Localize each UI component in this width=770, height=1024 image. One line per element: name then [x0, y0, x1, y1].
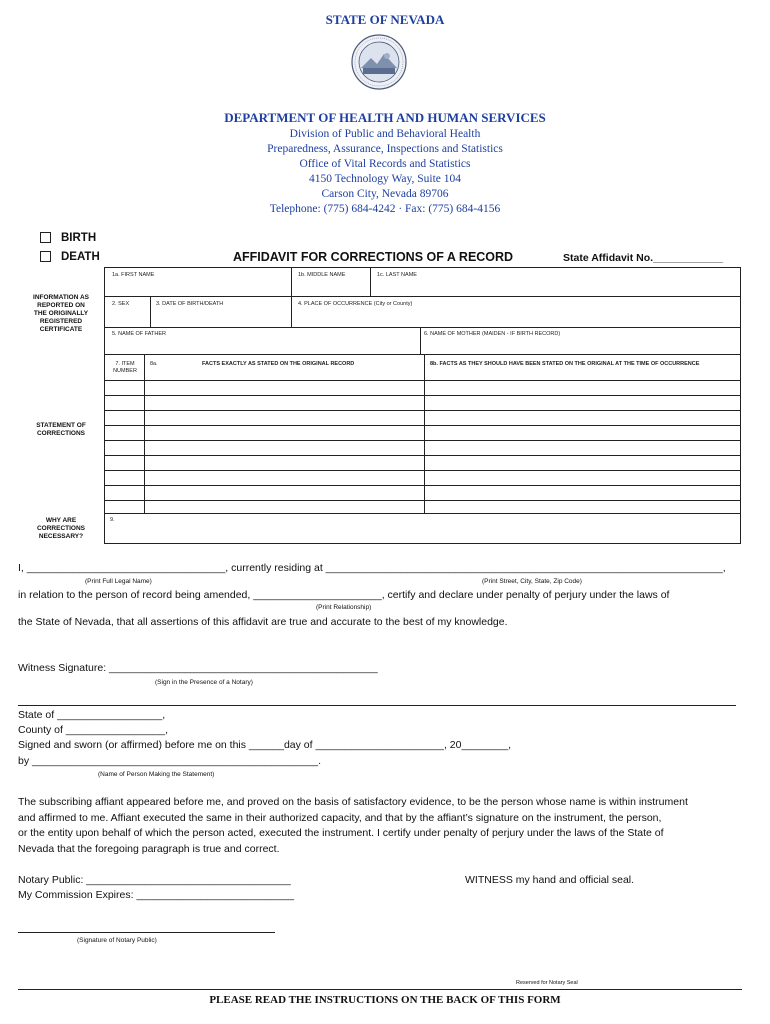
footer-divider — [18, 989, 742, 990]
header-line: Telephone: (775) 684-4242 · Fax: (775) 684-4156 — [269, 203, 501, 215]
affiant-line[interactable]: I, __________________________________, currently residing at ____________________________________________________________________, — [18, 562, 726, 574]
col-8a-label: 8a. — [150, 361, 158, 367]
notary-signature-line[interactable] — [18, 932, 275, 933]
header-line: Carson City, Nevada 89706 — [321, 188, 449, 200]
caption-notary-presence: (Sign in the Presence of a Notary) — [155, 679, 253, 686]
birth-option[interactable] — [40, 232, 96, 244]
mother-label: 6. NAME OF MOTHER (MAIDEN - IF BIRTH RECORD) — [424, 331, 561, 337]
county-of-line[interactable]: County of _________________, — [18, 724, 169, 736]
first-name-label: 1a. FIRST NAME — [112, 272, 155, 278]
header-line: Division of Public and Behavioral Health — [289, 128, 481, 140]
place-label: 4. PLACE OF OCCURRENCE (City or County) — [298, 301, 413, 307]
by-line[interactable]: by _________________________________________________. — [18, 755, 322, 767]
caption-full-name: (Print Full Legal Name) — [85, 578, 152, 585]
death-checkbox[interactable] — [40, 251, 51, 262]
father-label: 5. NAME OF FATHER — [112, 331, 166, 337]
death-option[interactable] — [40, 251, 100, 263]
death-label: DEATH — [61, 251, 100, 263]
header-line: Preparedness, Assurance, Inspections and Statistics — [267, 143, 503, 155]
affidavit-number: State Affidavit No.____________ — [563, 252, 724, 264]
state-of-line[interactable]: State of __________________, — [18, 709, 166, 721]
sex-label: 2. SEX — [112, 301, 130, 307]
paragraph-line: Nevada that the foregoing paragraph is true and correct. — [18, 843, 280, 856]
witness-signature-line[interactable]: Witness Signature: ______________________________________________ — [18, 662, 378, 674]
commission-line[interactable]: My Commission Expires: ___________________________ — [18, 889, 295, 901]
birth-checkbox[interactable] — [40, 232, 51, 243]
caption-address: (Print Street, City, State, Zip Code) — [482, 578, 582, 585]
caption-relationship: (Print Relationship) — [316, 604, 372, 611]
corrections-table — [104, 267, 741, 544]
notary-paragraph — [18, 795, 688, 858]
dob-label: 3. DATE OF BIRTH/DEATH — [156, 301, 224, 307]
paragraph-line: and affirmed to me. Affiant executed the same in their authorized capacity, and that by the affiant’s signature on the instrument, the person, — [18, 811, 662, 824]
caption-signature-notary: (Signature of Notary Public) — [77, 937, 157, 944]
facts-should-label: 8b. FACTS AS THEY SHOULD HAVE BEEN STATED ON THE ORIGINAL AT THE TIME OF OCCURRENCE — [430, 361, 700, 367]
assertion-line: the State of Nevada, that all assertions of this affidavit are true and accurate to the best of my knowledge. — [18, 616, 508, 628]
side-info-heading: INFORMATION AS REPORTED ON THE ORIGINALLY REGISTERED CERTIFICATE — [33, 294, 89, 333]
side-statement-heading: STATEMENT OF CORRECTIONS — [36, 422, 86, 437]
department-title: DEPARTMENT OF HEALTH AND HUMAN SERVICES — [224, 110, 546, 125]
facts-original-label: FACTS EXACTLY AS STATED ON THE ORIGINAL RECORD — [202, 361, 355, 367]
witness-seal-text: WITNESS my hand and official seal. — [465, 874, 635, 886]
relationship-line[interactable]: in relation to the person of record being amended, ______________________, certify and declare under penalty of perjury under the laws of — [18, 589, 670, 601]
paragraph-line: or the entity upon behalf of which the person acted, executed the instrument. I certify under penalty of perjury under the laws of the State of — [18, 827, 664, 840]
footer-instructions: PLEASE READ THE INSTRUCTIONS ON THE BACK OF THIS FORM — [209, 994, 561, 1006]
caption-person: (Name of Person Making the Statement) — [98, 771, 215, 778]
header-lines — [0, 127, 770, 217]
side-why-heading: WHY ARE CORRECTIONS NECESSARY? — [36, 517, 86, 540]
item9-label: 9. — [110, 517, 115, 523]
header-line: Office of Vital Records and Statistics — [299, 158, 471, 170]
notary-public-line[interactable]: Notary Public: ___________________________________ — [18, 874, 291, 886]
birth-label: BIRTH — [61, 232, 97, 244]
sworn-line[interactable]: Signed and sworn (or affirmed) before me on this ______day of ______________________, 20________, — [18, 739, 512, 751]
reserved-seal-text: Reserved for Notary Seal — [516, 980, 578, 986]
state-title: STATE OF NEVADA — [325, 12, 445, 27]
item-number-label: 7. ITEM NUMBER — [113, 361, 137, 374]
header-line: 4150 Technology Way, Suite 104 — [308, 173, 461, 185]
middle-name-label: 1b. MIDDLE NAME — [298, 272, 346, 278]
form-title: AFFIDAVIT FOR CORRECTIONS OF A RECORD — [233, 250, 514, 264]
last-name-label: 1c. LAST NAME — [377, 272, 417, 278]
divider — [18, 705, 736, 706]
paragraph-line: The subscribing affiant appeared before me, and proved on the basis of satisfactory evidence, to be the person whose name is within instrument — [18, 796, 688, 808]
state-seal-icon — [351, 34, 407, 90]
